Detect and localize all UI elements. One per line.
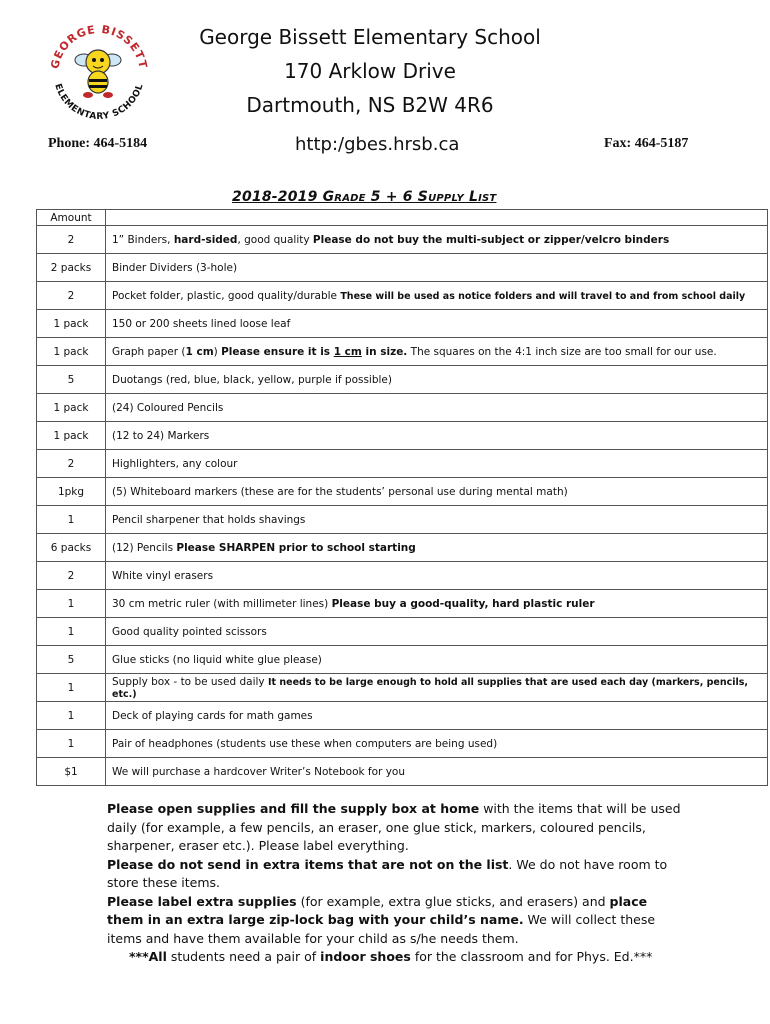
row-item: (12) Pencils Please SHARPEN prior to school starting xyxy=(106,534,768,562)
note-indoor-shoes: ***All students need a pair of indoor shoes for the classroom and for Phys. Ed.*** xyxy=(129,949,653,964)
table-row xyxy=(37,422,768,450)
school-logo xyxy=(44,16,154,126)
row-qty: 6 packs xyxy=(37,534,106,562)
address-line-2: Dartmouth, NS B2W 4R6 xyxy=(246,93,494,117)
row-qty: 1 pack xyxy=(37,422,106,450)
row-qty: 1 xyxy=(37,506,106,534)
phone-number: Phone: 464-5184 xyxy=(48,136,148,151)
note-label-extra: Please label extra supplies (for example, extra glue sticks, and erasers) and place them in an extra large zip-lock bag with your child’s name. We will collect these items and have them available for your child as s/he needs them. xyxy=(107,893,656,946)
row-item: We will purchase a hardcover Writer’s Notebook for you xyxy=(106,758,768,786)
supply-table xyxy=(36,209,768,786)
row-item: Supply box - to be used daily It needs to be large enough to hold all supplies that are used each day (markers, pencils, etc.) xyxy=(106,674,768,702)
row-item: 150 or 200 sheets lined loose leaf xyxy=(106,310,768,338)
table-row xyxy=(37,450,768,478)
table-row xyxy=(37,758,768,786)
table-header-row xyxy=(37,210,768,226)
table-row xyxy=(37,366,768,394)
row-item: 30 cm metric ruler (with millimeter lines) Please buy a good-quality, hard plastic ruler xyxy=(106,590,768,618)
row-item: Pair of headphones (students use these when computers are being used) xyxy=(106,730,768,758)
row-qty: $1 xyxy=(37,758,106,786)
row-item: Pocket folder, plastic, good quality/durable These will be used as notice folders and will travel to and from school daily xyxy=(106,282,768,310)
table-row xyxy=(37,646,768,674)
website-url: http:/gbes.hrsb.ca xyxy=(295,134,460,155)
row-item: 1” Binders, hard-sided, good quality Please do not buy the multi-subject or zipper/velcro binders xyxy=(106,226,768,254)
row-qty: 1 xyxy=(37,674,106,702)
row-item: Glue sticks (no liquid white glue please) xyxy=(106,646,768,674)
row-item: Deck of playing cards for math games xyxy=(106,702,768,730)
logo-text-top: GEORGE BISSETT xyxy=(48,22,150,71)
table-row xyxy=(37,254,768,282)
table-row xyxy=(37,338,768,366)
row-qty: 2 xyxy=(37,226,106,254)
row-item: (24) Coloured Pencils xyxy=(106,394,768,422)
logo-text-bottom: ELEMENTARY SCHOOL xyxy=(52,82,146,123)
table-row xyxy=(37,506,768,534)
row-qty: 1 pack xyxy=(37,310,106,338)
row-qty: 5 xyxy=(37,366,106,394)
table-row xyxy=(37,702,768,730)
bee-mascot-icon xyxy=(44,16,154,126)
row-qty: 5 xyxy=(37,646,106,674)
row-item: Pencil sharpener that holds shavings xyxy=(106,506,768,534)
row-item: Highlighters, any colour xyxy=(106,450,768,478)
supply-notes xyxy=(107,800,687,967)
table-row xyxy=(37,478,768,506)
row-qty: 1 pack xyxy=(37,338,106,366)
row-item: Binder Dividers (3-hole) xyxy=(106,254,768,282)
row-qty: 1 xyxy=(37,730,106,758)
table-row xyxy=(37,282,768,310)
row-item: Graph paper (1 cm) Please ensure it is 1 cm in size. The squares on the 4:1 inch size are too small for our use. xyxy=(106,338,768,366)
row-item: (5) Whiteboard markers (these are for the students’ personal use during mental math) xyxy=(106,478,768,506)
fax-number: Fax: 464-5187 xyxy=(604,136,689,151)
row-qty: 2 xyxy=(37,282,106,310)
school-name: George Bissett Elementary School xyxy=(199,25,541,49)
row-qty: 1 xyxy=(37,590,106,618)
row-item: Duotangs (red, blue, black, yellow, purple if possible) xyxy=(106,366,768,394)
table-row xyxy=(37,310,768,338)
row-qty: 2 xyxy=(37,562,106,590)
school-address-block xyxy=(190,20,550,122)
row-qty: 1 pack xyxy=(37,394,106,422)
table-row xyxy=(37,562,768,590)
item-header xyxy=(106,210,768,226)
row-item: White vinyl erasers xyxy=(106,562,768,590)
row-qty: 2 packs xyxy=(37,254,106,282)
row-item: (12 to 24) Markers xyxy=(106,422,768,450)
table-row xyxy=(37,394,768,422)
row-qty: 1pkg xyxy=(37,478,106,506)
note-open-supplies: Please open supplies and fill the supply box at home with the items that will be used daily (for example, a few pencils, an eraser, one glue stick, markers, coloured pencils, sharpener, eraser etc.). Please label everything. xyxy=(107,801,681,853)
table-row xyxy=(37,590,768,618)
page-title: 2018-2019 Grade 5 + 6 Supply List xyxy=(232,189,497,205)
table-row xyxy=(37,730,768,758)
amount-header: Amount xyxy=(37,210,106,226)
table-row xyxy=(37,618,768,646)
row-item: Good quality pointed scissors xyxy=(106,618,768,646)
row-qty: 1 xyxy=(37,702,106,730)
table-row xyxy=(37,674,768,702)
note-extra-items: Please do not send in extra items that are not on the list. We do not have room to store these items. xyxy=(107,856,668,890)
address-line-1: 170 Arklow Drive xyxy=(284,59,456,83)
table-row xyxy=(37,534,768,562)
table-row xyxy=(37,226,768,254)
row-qty: 1 xyxy=(37,618,106,646)
row-qty: 2 xyxy=(37,450,106,478)
